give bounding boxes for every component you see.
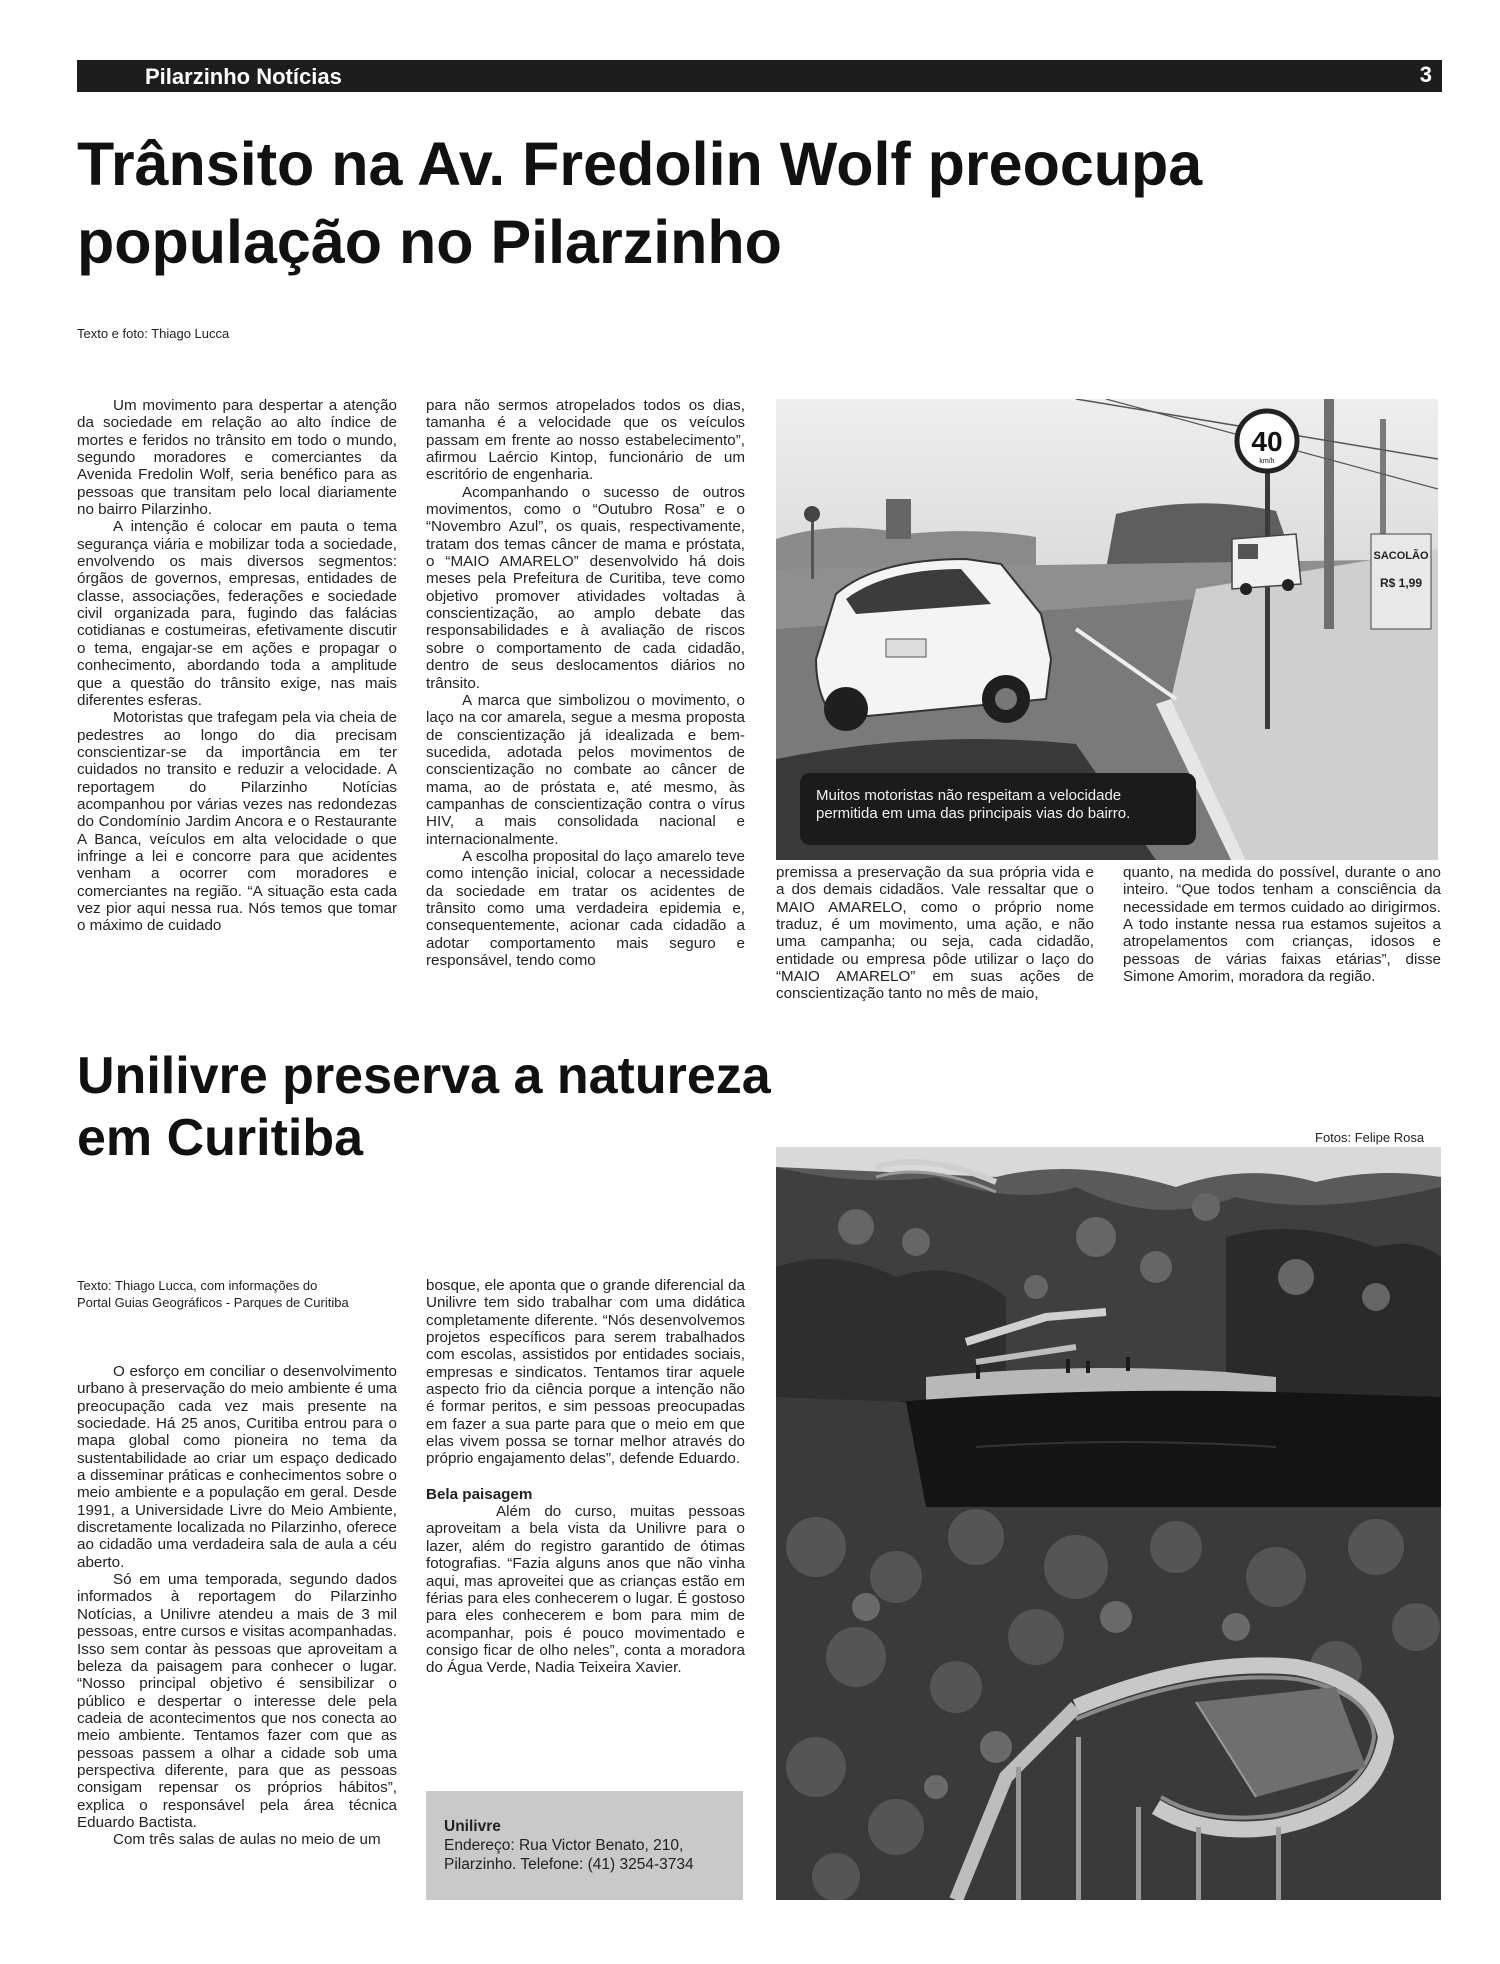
article-2-credit [77, 1277, 349, 1311]
article-1-headline [77, 125, 1377, 281]
paragraph: quanto, na medida do possível, durante o ano inteiro. “Que todos tenham a consciência da necessidade em termos cuidado ao dirigirmos. A todo instante nessa rua estamos sujeitos a atropelamentos com crianças, idosos e pessoas de várias faixas etárias”, disse Simone Amorim, moradora da região. [1123, 864, 1441, 986]
info-box-phone: Pilarzinho. Telefone: (41) 3254-3734 [444, 1856, 694, 1873]
park-lake-photo-image [776, 1147, 1441, 1507]
article-2-headline [77, 1045, 877, 1169]
paragraph: premissa a preservação da sua própria vida e a dos demais cidadãos. Vale ressaltar que o MAIO AMARELO, como o próprio nome traduz, é um movimento, uma ação, e não uma campanha; ou seja, cada cidadão, entidade ou empresa pôde utilizar o laço do “MAIO AMARELO” em suas ações de conscientização tanto no mês de maio, [776, 864, 1094, 1003]
paragraph: O esforço em conciliar o desenvolvimento urbano à preservação do meio ambiente é uma preocupação cada vez mais presente na sociedade. Há 25 anos, Curitiba entrou para o mapa global como pioneira no tema da sustentabilidade ao criar um espaço dedicado a disseminar práticas e conhecimentos sobre o meio ambiente e a população em geral. Desde 1991, a Universidade Livre do Meio Ambiente, discretamente localizada no Pilarzinho, oferece ao cidadão uma verdadeira sala de aula a céu aberto. [77, 1363, 397, 1571]
article-2-column-1 [77, 1363, 397, 1849]
article-2-headline-line-1: Unilivre preserva a natureza [77, 1047, 771, 1105]
unilivre-info-box [426, 1791, 743, 1900]
article-2-column-2 [426, 1277, 745, 1677]
paragraph: Só em uma temporada, segundo dados informados à reportagem do Pilarzinho Notícias, a Unilivre atendeu a mais de 3 mil pessoas, entre cursos e visitas acompanhadas. Isso sem contar às pessoas que aproveitam a beleza da paisagem para conhecer o lugar. “Nosso principal objetivo é sensibilizar o público e despertar o interesse dele pela cadeia de acontecimentos que nos conecta ao meio ambiente. Tentamos fazer com que as pessoas passem a olhar a cidade sob uma perspectiva diferente, para que as pessoas consigam repensar os próprios hábitos”, explica o responsável pela área técnica Eduardo Bactista. [77, 1571, 397, 1831]
paragraph: Além do curso, muitas pessoas aproveitam a bela vista da Unilivre para o lazer, além do registro garantido de ótimas fotografias. “Fazia alguns anos que não vinha aqui, mas aproveitei que as crianças estão em férias para eles conhecerem o lugar. É gostoso para eles conhecerem e bom para mim de acompanhar, pois é pouco movimentado e consigo ficar de olho neles”, conta a moradora do Água Verde, Nadia Teixeira Xavier. [426, 1503, 745, 1677]
speed-sign-unit: km/h [1259, 458, 1275, 465]
park-walkway-photo [776, 1507, 1441, 1900]
article-2-headline-line-2: em Curitiba [77, 1109, 364, 1167]
article-2-credit-line-1: Texto: Thiago Lucca, com informações do [77, 1278, 318, 1293]
paragraph: Um movimento para despertar a atenção da sociedade em relação ao alto índice de mortes e feridos no trânsito em todo o mundo, segundo moradores e comerciantes da Avenida Fredolin Wolf, seria benéfico para as pessoas que transitam pelo local diariamente no bairro Pilarzinho. [77, 397, 397, 519]
traffic-photo-caption: Muitos motoristas não respeitam a velocidade permitida em uma das principais vias do bairro. [800, 773, 1196, 845]
paragraph: A escolha proposital do laço amarelo teve como intenção inicial, colocar a necessidade da sociedade em tratar os acidentes de trânsito como uma verdadeira epidemia e, consequentemente, acionar cada cidadão a adotar comportamento mais seguro e responsável, tendo como [426, 847, 745, 969]
shop-sign-price: R$ 1,99 [1379, 576, 1423, 590]
article-1-column-2 [426, 397, 745, 969]
info-box-address: Endereço: Rua Victor Benato, 210, [444, 1837, 684, 1854]
photo-credit: Fotos: Felipe Rosa [1315, 1130, 1425, 1145]
paragraph: A intenção é colocar em pauta o tema segurança viária e mobilizar toda a sociedade, envolvendo os mais diversos segmentos: órgãos de governos, empresas, entidades de classe, associações, federações e sociedade civil organizada para, fugindo das falácias cotidianas e costumeiras, efetivamente discutir o tema, engajar-se em ações e propagar o conhecimento, abordando toda a amplitude que a questão do trânsito exige, nas mais diferentes esferas. [77, 518, 397, 709]
info-box-title: Unilivre [444, 1818, 501, 1835]
paragraph: A marca que simbolizou o movimento, o laço na cor amarela, segue a mesma proposta de conscientização já idealizada e bem-sucedida, adotada pelos movimentos de conscientização no combate ao câncer de mama, ao de próstata e, até mesmo, às campanhas de conscientização contra o vírus HIV, a mais consolidada nacional e internacionalmente. [426, 691, 745, 848]
article-1-credit: Texto e foto: Thiago Lucca [77, 326, 230, 341]
article-1-headline-line-2: população no Pilarzinho [77, 208, 782, 276]
paragraph: bosque, ele aponta que o grande diferencial da Unilivre tem sido trabalhar com uma didática completamente diferente. “Nós desenvolvemos projetos específicos para serem trabalhados com escolas, assistidos por entidades sociais, empresas e sindicatos. Tentamos tirar aquele aspecto frio da ciência porque a intenção não é formar peritos, e sim pessoas preocupadas em fazer a sua parte para que o meio em que elas vivem possa se tornar melhor através do próprio engajamento delas”, defende Eduardo. [426, 1277, 745, 1468]
park-walkway-photo-image [776, 1507, 1441, 1900]
article-1-column-4 [1123, 864, 1441, 985]
article-1-column-3 [776, 864, 1094, 1003]
paragraph: Acompanhando o sucesso de outros movimentos, como o “Outubro Rosa” e o “Novembro Azul”, os quais, respectivamente, tratam dos temas câncer de mama e próstata, o “MAIO AMARELO” desenvolvido há dois meses pela Prefeitura de Curitiba, teve como objetivo promover atividades voltadas à conscientização, ao amplo debate das responsabilidades e à avaliação de riscos sobre o comportamento de cada cidadão, dentro de seus deslocamentos diários no trânsito. [426, 483, 745, 692]
article-2-credit-line-2: Portal Guias Geográficos - Parques de Curitiba [77, 1295, 349, 1310]
page-number: 3 [1419, 62, 1432, 87]
speed-sign-value: 40 [1251, 426, 1283, 457]
shop-sign-name: SACOLÃO [1373, 550, 1429, 562]
paragraph: Motoristas que trafegam pela via cheia de pedestres ao longo do dia precisam conscientizar-se da importância em ter cuidados no transito e reduzir a velocidade. A reportagem do Pilarzinho Notícias acompanhou por várias vezes nas redondezas do Condomínio Jardim Ancora e o Restaurante A Banca, veículos em alta velocidade o que infringe a lei e concorre para que acidentes venham a ocorrer com moradores e comerciantes na região. “A situação esta cada vez pior aqui nessa rua. Nós temos que tomar o máximo de cuidado [77, 709, 397, 935]
subheading: Bela paisagem [426, 1485, 533, 1503]
paragraph: Com três salas de aulas no meio de um [113, 1831, 381, 1849]
publication-name: Pilarzinho Notícias [145, 64, 342, 89]
park-lake-photo [776, 1147, 1441, 1507]
article-1-column-1 [77, 397, 397, 935]
paragraph: para não sermos atropelados todos os dias, tamanha é a velocidade que os veículos passam em frente ao nosso estabelecimento”, afirmou Laércio Kintop, funcionário de um escritório de engenharia. [426, 397, 745, 484]
article-1-headline-line-1: Trânsito na Av. Fredolin Wolf preocupa [77, 130, 1203, 198]
